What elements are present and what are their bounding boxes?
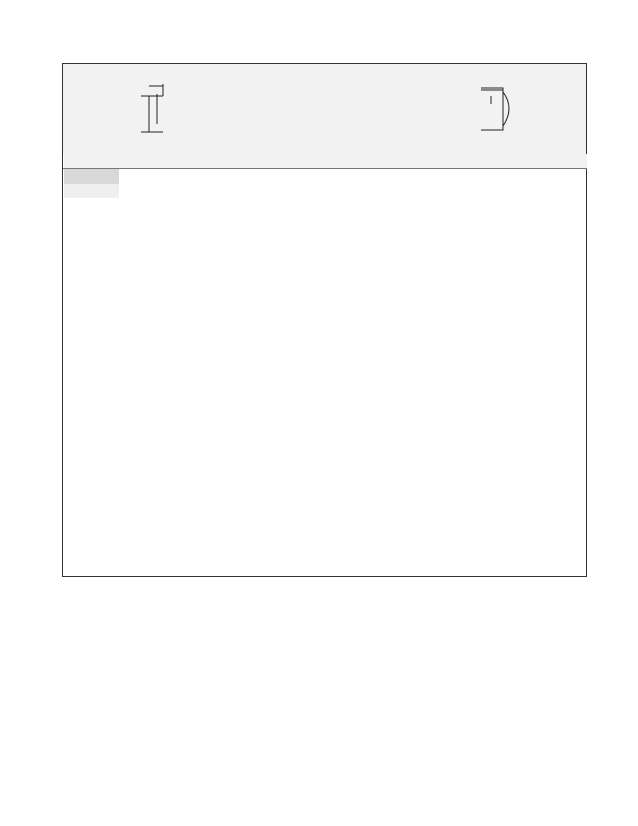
table-header-area xyxy=(63,64,586,154)
properties-table xyxy=(63,154,587,198)
right-section-diagram xyxy=(451,68,551,150)
shape-column-header xyxy=(64,184,119,198)
statical-moments-header xyxy=(503,154,587,169)
torsional-properties-header xyxy=(119,154,503,169)
left-section-diagram xyxy=(123,74,203,144)
unit-header-row xyxy=(64,184,587,198)
symbol-header-row xyxy=(64,169,587,185)
table-frame xyxy=(62,63,587,577)
